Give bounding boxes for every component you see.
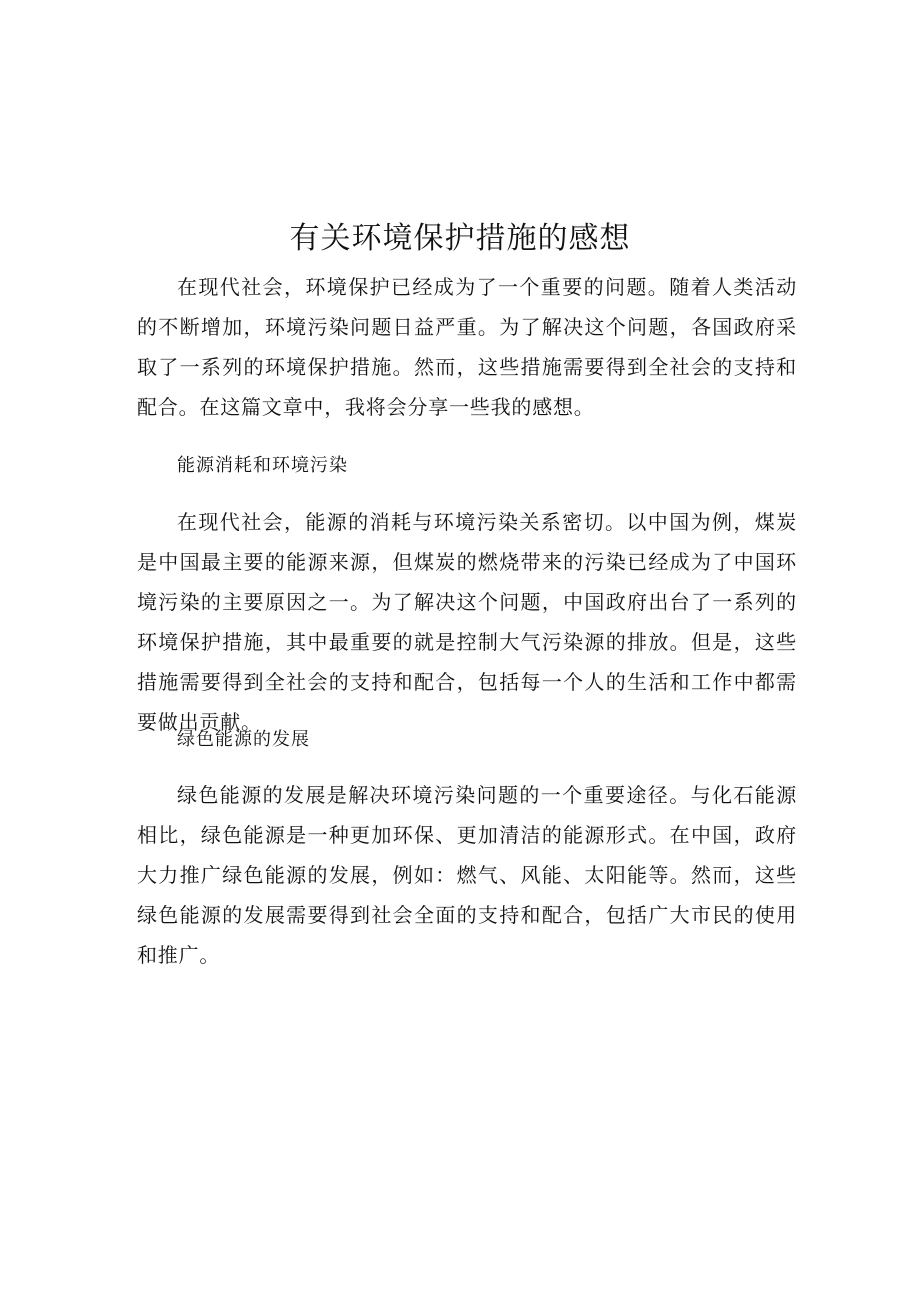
intro-paragraph: 在现代社会，环境保护已经成为了一个重要的问题。随着人类活动的不断增加，环境污染问题日益严重。为了解决这个问题，各国政府采取了一系列的环境保护措施。然而，这些措施需要得到全社会的支持和配合。在这篇文章中，我将会分享一些我的感想。 [137,275,797,419]
section-heading-energy-pollution: 能源消耗和环境污染 [177,455,348,476]
document-title: 有关环境保护措施的感想 [289,221,631,256]
section-body-green-energy: 绿色能源的发展是解决环境污染问题的一个重要途径。与化石能源相比，绿色能源是一种更加环保、更加清洁的能源形式。在中国，政府大力推广绿色能源的发展，例如：燃气、风能、太阳能等。然而，这些绿色能源的发展需要得到社会全面的支持和配合，包括广大市民的使用和推广。 [137,783,797,967]
section-heading-green-energy: 绿色能源的发展 [177,729,310,750]
section-body-energy-pollution: 在现代社会，能源的消耗与环境污染关系密切。以中国为例，煤炭是中国最主要的能源来源，但煤炭的燃烧带来的污染已经成为了中国环境污染的主要原因之一。为了解决这个问题，中国政府出台了一系列的环境保护措施，其中最重要的就是控制大气污染源的排放。但是，这些措施需要得到全社会的支持和配合，包括每一个人的生活和工作中都需要做出贡献。 [137,510,797,734]
